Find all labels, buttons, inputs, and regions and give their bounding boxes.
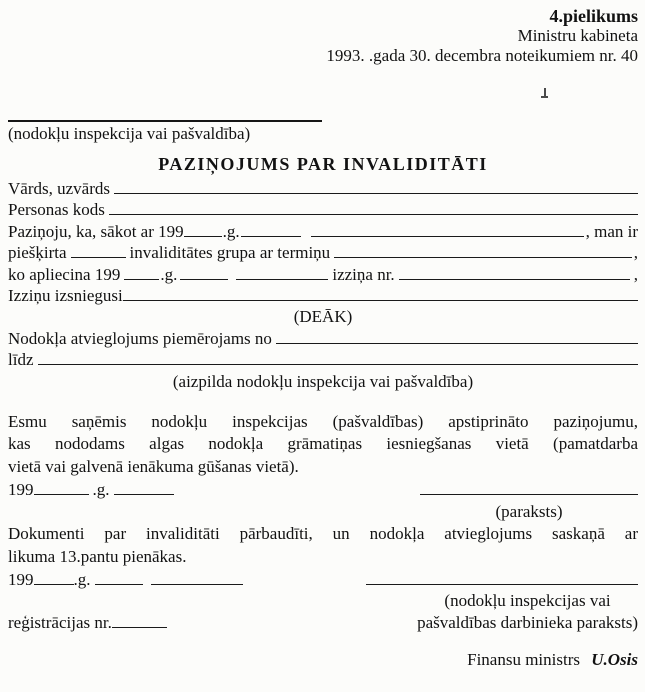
date-signature-row-1 bbox=[8, 479, 638, 500]
statement3-text-b: izziņa nr. bbox=[332, 264, 395, 284]
annex-title: 4.pielikums bbox=[549, 6, 638, 26]
official-caption bbox=[417, 590, 638, 633]
org-blank-line bbox=[8, 120, 322, 122]
personal-code-row bbox=[8, 199, 638, 220]
name-row bbox=[8, 178, 638, 199]
statement3-year-blank bbox=[124, 266, 159, 280]
received-paragraph-line: vietā vai galvenā ienākuma gūšanas vietā). bbox=[8, 456, 299, 476]
registration-row bbox=[8, 590, 638, 633]
statement1-date-blank bbox=[241, 223, 301, 237]
date2-day-blank bbox=[95, 571, 143, 585]
statement1-tail: , man ir bbox=[585, 221, 638, 241]
official-caption-line1: (nodokļu inspekcijas vai bbox=[444, 591, 611, 611]
relief-to-blank bbox=[38, 351, 639, 365]
date1-year-label: 199 bbox=[8, 480, 34, 500]
signature-caption-row bbox=[8, 501, 638, 522]
date2-g-label: .g. bbox=[73, 569, 91, 589]
signature-blank-line bbox=[420, 481, 638, 495]
relief-from-row bbox=[8, 328, 638, 349]
statement2-term-blank bbox=[334, 244, 632, 258]
registration-group bbox=[8, 612, 167, 633]
received-paragraph-line: kas nododams algas nodokļa grāmatiņas iesniegšanas vietā (pamatdarba bbox=[8, 434, 638, 454]
date1-day-blank bbox=[114, 481, 174, 495]
statement3-number-blank bbox=[399, 266, 630, 280]
statement1-g-label: .g. bbox=[222, 221, 240, 241]
header-regulation: 1993. .gada 30. decembra noteikumiem nr. 40 bbox=[326, 46, 638, 65]
statement1-text: Paziņoju, ka, sākot ar 199 bbox=[8, 221, 184, 241]
date1-year-blank bbox=[34, 481, 89, 495]
issuer-row bbox=[8, 285, 638, 306]
form-body bbox=[8, 178, 638, 633]
document-header bbox=[8, 6, 638, 66]
personal-code-label: Personas kods bbox=[8, 200, 105, 220]
statement2-text-a: piešķirta bbox=[8, 243, 67, 263]
name-blank-line bbox=[114, 180, 638, 194]
relief-from-label: Nodokļa atvieglojums piemērojams no bbox=[8, 328, 272, 348]
checked-paragraph-line: likuma 13.pantu pienākas. bbox=[8, 546, 187, 566]
minister-label: Finansu ministrs bbox=[467, 650, 580, 670]
registration-label: reģistrācijas nr. bbox=[8, 612, 112, 632]
official-caption-line2: pašvaldības darbinieka paraksts) bbox=[417, 612, 638, 632]
statement3-text-a: ko apliecina 199 bbox=[8, 264, 121, 284]
scan-speck-mark bbox=[541, 88, 549, 99]
statement3-month-blank bbox=[236, 266, 328, 280]
issuer-blank-line bbox=[123, 287, 638, 301]
statement3-comma: , bbox=[633, 264, 638, 284]
statement1-long-blank bbox=[311, 223, 584, 237]
issuer-label: Izziņu izsniegusi bbox=[8, 286, 123, 306]
registration-number-blank bbox=[112, 614, 167, 628]
received-paragraph bbox=[8, 411, 638, 478]
document-title: PAZIŅOJUMS PAR INVALIDITĀTI bbox=[158, 154, 488, 174]
statement3-g-label: .g. bbox=[160, 264, 178, 284]
statement-row-1 bbox=[8, 221, 638, 242]
statement3-day-blank bbox=[180, 266, 228, 280]
official-signature-blank bbox=[366, 571, 638, 585]
relief-to-label: līdz bbox=[8, 350, 34, 370]
org-caption: (nodokļu inspekcija vai pašvaldība) bbox=[8, 124, 251, 143]
date2-year-label: 199 bbox=[8, 569, 34, 589]
statement1-year-blank bbox=[184, 223, 222, 237]
signature-caption: (paraksts) bbox=[495, 501, 563, 521]
minister-signature bbox=[8, 649, 638, 671]
statement2-comma: , bbox=[633, 243, 638, 263]
relief-from-blank bbox=[276, 330, 638, 344]
header-ministry: Ministru kabineta bbox=[517, 26, 638, 45]
statement-row-3 bbox=[8, 264, 638, 285]
org-section bbox=[8, 120, 638, 145]
checked-paragraph-line: Dokumenti par invaliditāti pārbaudīti, un nodokļa atvieglojums saskaņā ar bbox=[8, 524, 638, 544]
date-signature-row-2 bbox=[8, 569, 638, 590]
date2-year-blank bbox=[34, 571, 74, 585]
name-label: Vārds, uzvārds bbox=[8, 179, 110, 198]
personal-code-blank-line bbox=[109, 201, 638, 215]
checked-paragraph bbox=[8, 523, 638, 568]
statement2-group-blank bbox=[71, 244, 126, 258]
statement-row-2 bbox=[8, 242, 638, 263]
date1-g-label: .g. bbox=[92, 480, 110, 500]
issuer-caption: (DEĀK) bbox=[293, 307, 353, 327]
relief-caption: (aizpilda nodokļu inspekcija vai pašvaldība) bbox=[172, 371, 474, 391]
relief-to-row bbox=[8, 349, 638, 370]
date2-month-blank bbox=[151, 571, 243, 585]
minister-name: U.Osis bbox=[591, 650, 638, 670]
received-paragraph-line: Esmu saņēmis nodokļu inspekcijas (pašvaldības) apstiprināto paziņojumu, bbox=[8, 412, 638, 432]
statement2-text-b: invaliditātes grupa ar termiņu bbox=[129, 243, 331, 263]
